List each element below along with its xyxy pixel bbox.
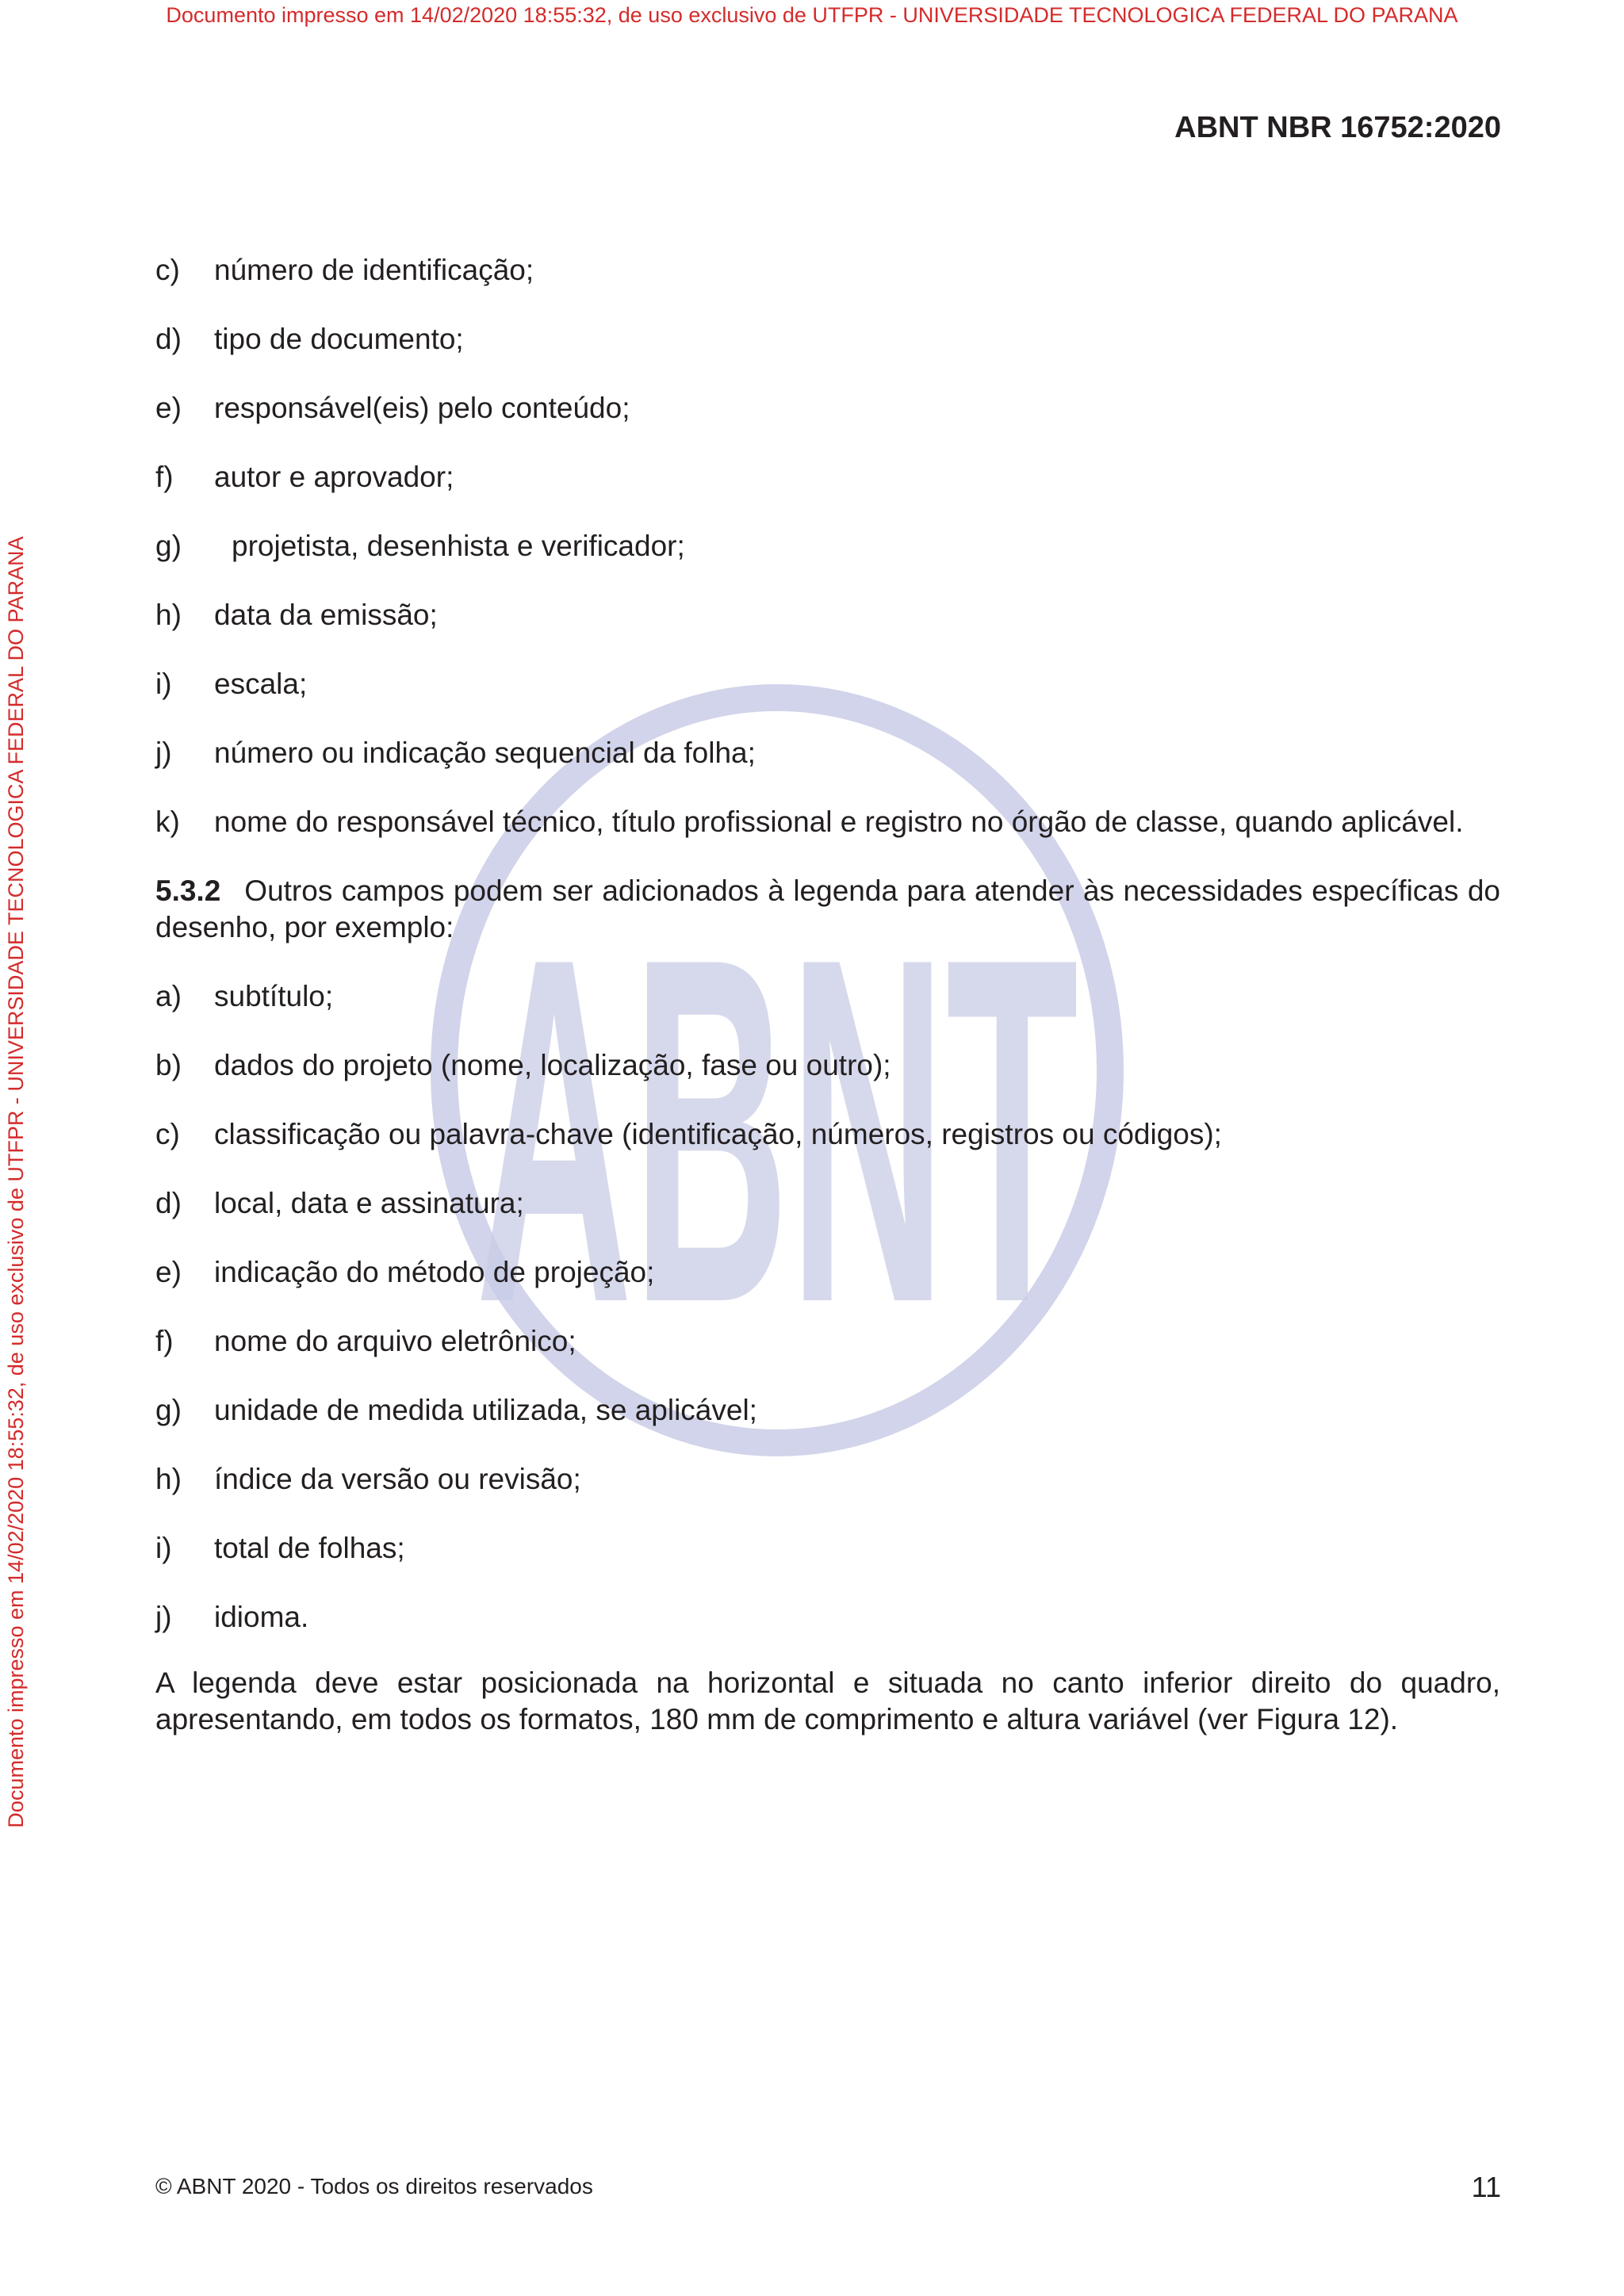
list-item-text: indicação do método de projeção; [214,1256,655,1288]
section-number: 5.3.2 [155,874,221,907]
list-item-label: j) [155,1601,172,1633]
list-item-label: k) [155,806,180,838]
list-item-text: classificação ou palavra-chave (identificação, números, registros ou códigos); [214,1118,1222,1150]
list-item [155,528,1500,564]
list-item [155,978,1500,1015]
list-item [155,1323,1500,1360]
closing-paragraph: A legenda deve estar posicionada na horizontal e situada no canto inferior direito do quadro, apresentando, em todos os formatos, 180 mm de comprimento e altura variável (ver Figura 12). [155,1667,1500,1735]
list-item [155,1599,1500,1636]
list-item-label: b) [155,1049,182,1081]
list-item [155,597,1500,633]
legend-optional-list [155,978,1500,1636]
list-item-text: responsável(eis) pelo conteúdo; [214,392,630,424]
list-item-label: c) [155,1118,180,1150]
list-item [155,804,1500,840]
list-item [155,666,1500,702]
list-item-label: d) [155,1187,182,1219]
list-item-label: e) [155,1256,182,1288]
list-item [155,735,1500,771]
list-item [155,390,1500,427]
list-item-label: a) [155,980,182,1012]
list-item-text: idioma. [214,1601,309,1633]
watermark-text: ABNT [476,856,1078,1405]
list-item [155,1461,1500,1498]
list-item-label: h) [155,599,182,631]
list-item-label: f) [155,1325,174,1357]
list-item [155,321,1500,358]
list-item-label: c) [155,254,180,286]
list-item-text: número de identificação; [214,254,534,286]
list-item-text: dados do projeto (nome, localização, fase ou outro); [214,1049,891,1081]
list-item [155,1530,1500,1567]
list-item [155,459,1500,496]
list-item-text: escala; [214,668,308,700]
list-item-text: data da emissão; [214,599,438,631]
list-item-label: i) [155,668,172,700]
list-item-text: autor e aprovador; [214,461,454,493]
list-item [155,1254,1500,1291]
list-item-text: tipo de documento; [214,323,464,355]
list-item [155,1116,1500,1153]
list-item-label: g) [155,1394,182,1426]
list-item-text: total de folhas; [214,1532,405,1564]
list-item-text: nome do arquivo eletrônico; [214,1325,576,1357]
list-item [155,252,1500,289]
legend-required-list [155,252,1500,840]
list-item-text: projetista, desenhista e verificador; [232,530,685,562]
section-text: Outros campos podem ser adicionados à legenda para atender às necessidades específicas do desenho, por exemplo: [155,874,1500,943]
document-body [155,252,1500,1770]
print-stamp-side: Documento impresso em 14/02/2020 18:55:32, de uso exclusivo de UTFPR - UNIVERSIDADE TECNOLOGICA FEDERAL DO PARANA [4,536,28,1828]
list-item-label: f) [155,461,174,493]
list-item-text: local, data e assinatura; [214,1187,524,1219]
section-paragraph [155,873,1500,946]
page-number: 11 [1471,2171,1501,2203]
copyright-footer: © ABNT 2020 - Todos os direitos reservados [155,2174,593,2198]
print-stamp-top: Documento impresso em 14/02/2020 18:55:32, de uso exclusivo de UTFPR - UNIVERSIDADE TECNOLOGICA FEDERAL DO PARANA [166,3,1458,27]
list-item-text: unidade de medida utilizada, se aplicável; [214,1394,757,1426]
standard-number-header: ABNT NBR 16752:2020 [1174,111,1501,144]
list-item-text: número ou indicação sequencial da folha; [214,737,756,769]
list-item-label: j) [155,737,172,769]
list-item [155,1047,1500,1084]
list-item-label: h) [155,1463,182,1495]
list-item-text: índice da versão ou revisão; [214,1463,581,1495]
list-item-label: e) [155,392,182,424]
list-item-label: i) [155,1532,172,1564]
list-item-label: d) [155,323,182,355]
list-item-label: g) [155,530,182,562]
list-item-text: subtítulo; [214,980,334,1012]
list-item [155,1185,1500,1222]
list-item-text: nome do responsável técnico, título profissional e registro no órgão de classe, quando aplicável. [214,806,1464,838]
list-item [155,1392,1500,1429]
